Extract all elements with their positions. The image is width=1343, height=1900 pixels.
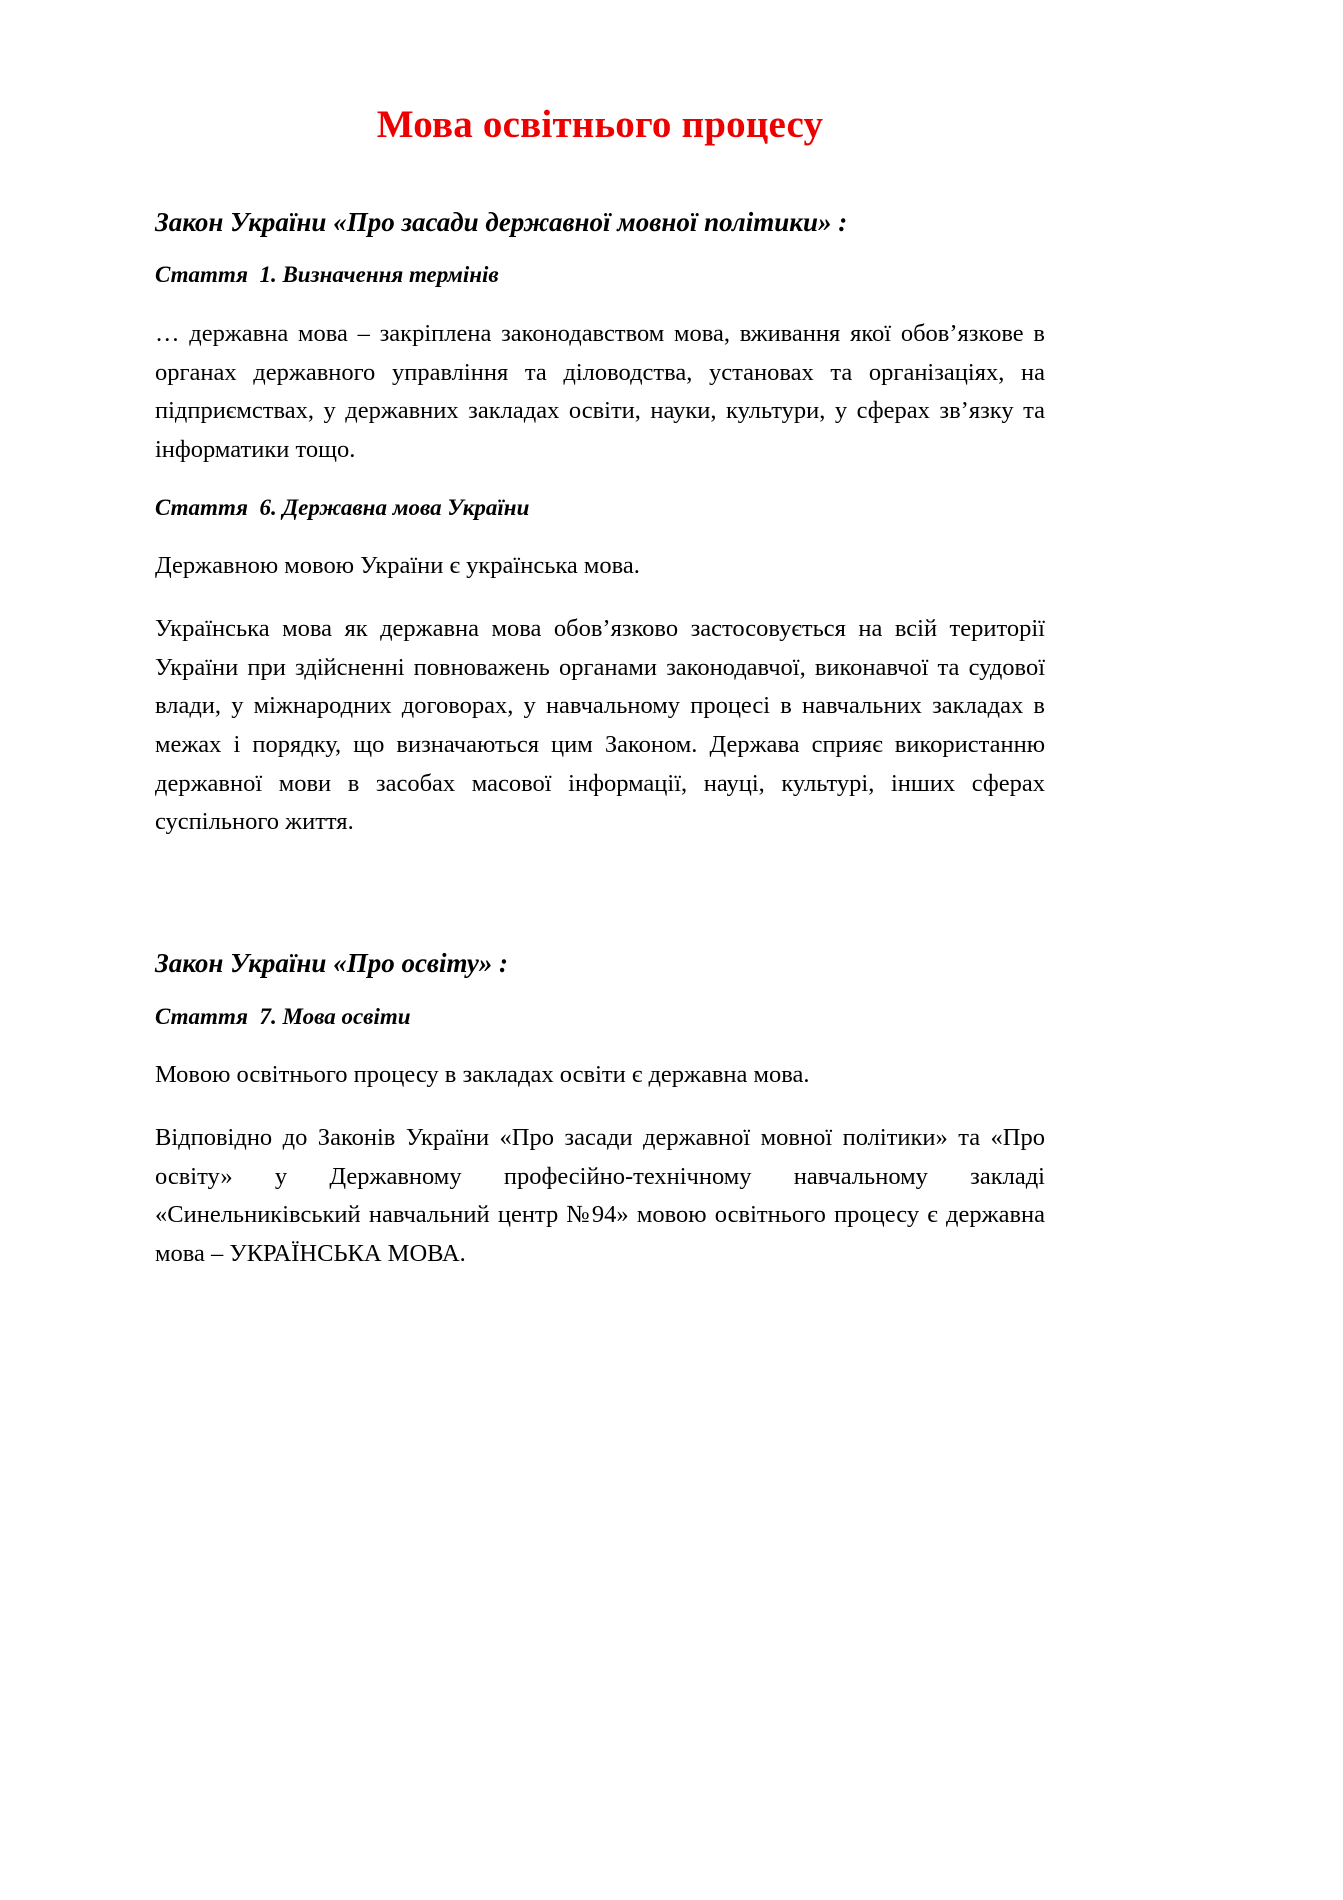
page-title: Мова освітнього процесу bbox=[376, 103, 824, 146]
section-spacer bbox=[155, 842, 1045, 947]
law-heading-2: Закон України «Про освіту» : bbox=[155, 948, 509, 979]
article-paragraph-1-2-2: Українська мова як державна мова обов’язково застосовується на всій території України при здійсненні повноважень органами законодавчої, виконавчої та судової влади, у міжнародних договорах, у навчальному процесі в навчальних закладах в межах і порядку, що визначаються цим Законом. Держава сприяє використанню державної мови в засобах масової інформації, науці, культурі, інших сферах суспільного життя. bbox=[155, 614, 1045, 836]
spacer bbox=[155, 1095, 1045, 1119]
law-section-1 bbox=[155, 206, 1045, 842]
article-paragraph-1-1-1: … державна мова – закріплена законодавством мова, вживання якої обов’язкове в органах державного управління та діловодства, установах та організаціях, на підприємствах, у державних закладах освіти, науки, культури, у сферах зв’язку та інформатики тощо. bbox=[155, 319, 1045, 463]
article-paragraph-2-1-2: Відповідно до Законів України «Про засади державної мовної політики» та «Про освіту» у Державному професійно-технічному навчальному закладі «Синельниківський навчальний центр №94» мовою освітнього процесу є державна мова – УКРАЇНСЬКА МОВА. bbox=[155, 1123, 1045, 1267]
spacer bbox=[155, 1030, 1045, 1056]
article-paragraph-1-2-1: Державною мовою України є українська мова. bbox=[155, 552, 640, 580]
article-paragraph-2-1-1: Мовою освітнього процесу в закладах освіти є державна мова. bbox=[155, 1061, 810, 1089]
spacer bbox=[155, 980, 1045, 1003]
spacer bbox=[155, 238, 1045, 261]
spacer bbox=[155, 470, 1045, 494]
spacer bbox=[155, 521, 1045, 547]
article-heading-1-1: Стаття 1. Визначення термінів bbox=[155, 262, 499, 288]
article-heading-2-1: Стаття 7. Мова освіти bbox=[155, 1003, 411, 1029]
document-content bbox=[155, 0, 1045, 1274]
law-section-2 bbox=[155, 947, 1045, 1274]
article-heading-1-2: Стаття 6. Державна мова України bbox=[155, 494, 530, 520]
spacer bbox=[155, 586, 1045, 610]
law-heading-1: Закон України «Про засади державної мовної політики» : bbox=[155, 206, 848, 237]
spacer bbox=[155, 148, 1045, 206]
spacer bbox=[155, 289, 1045, 315]
